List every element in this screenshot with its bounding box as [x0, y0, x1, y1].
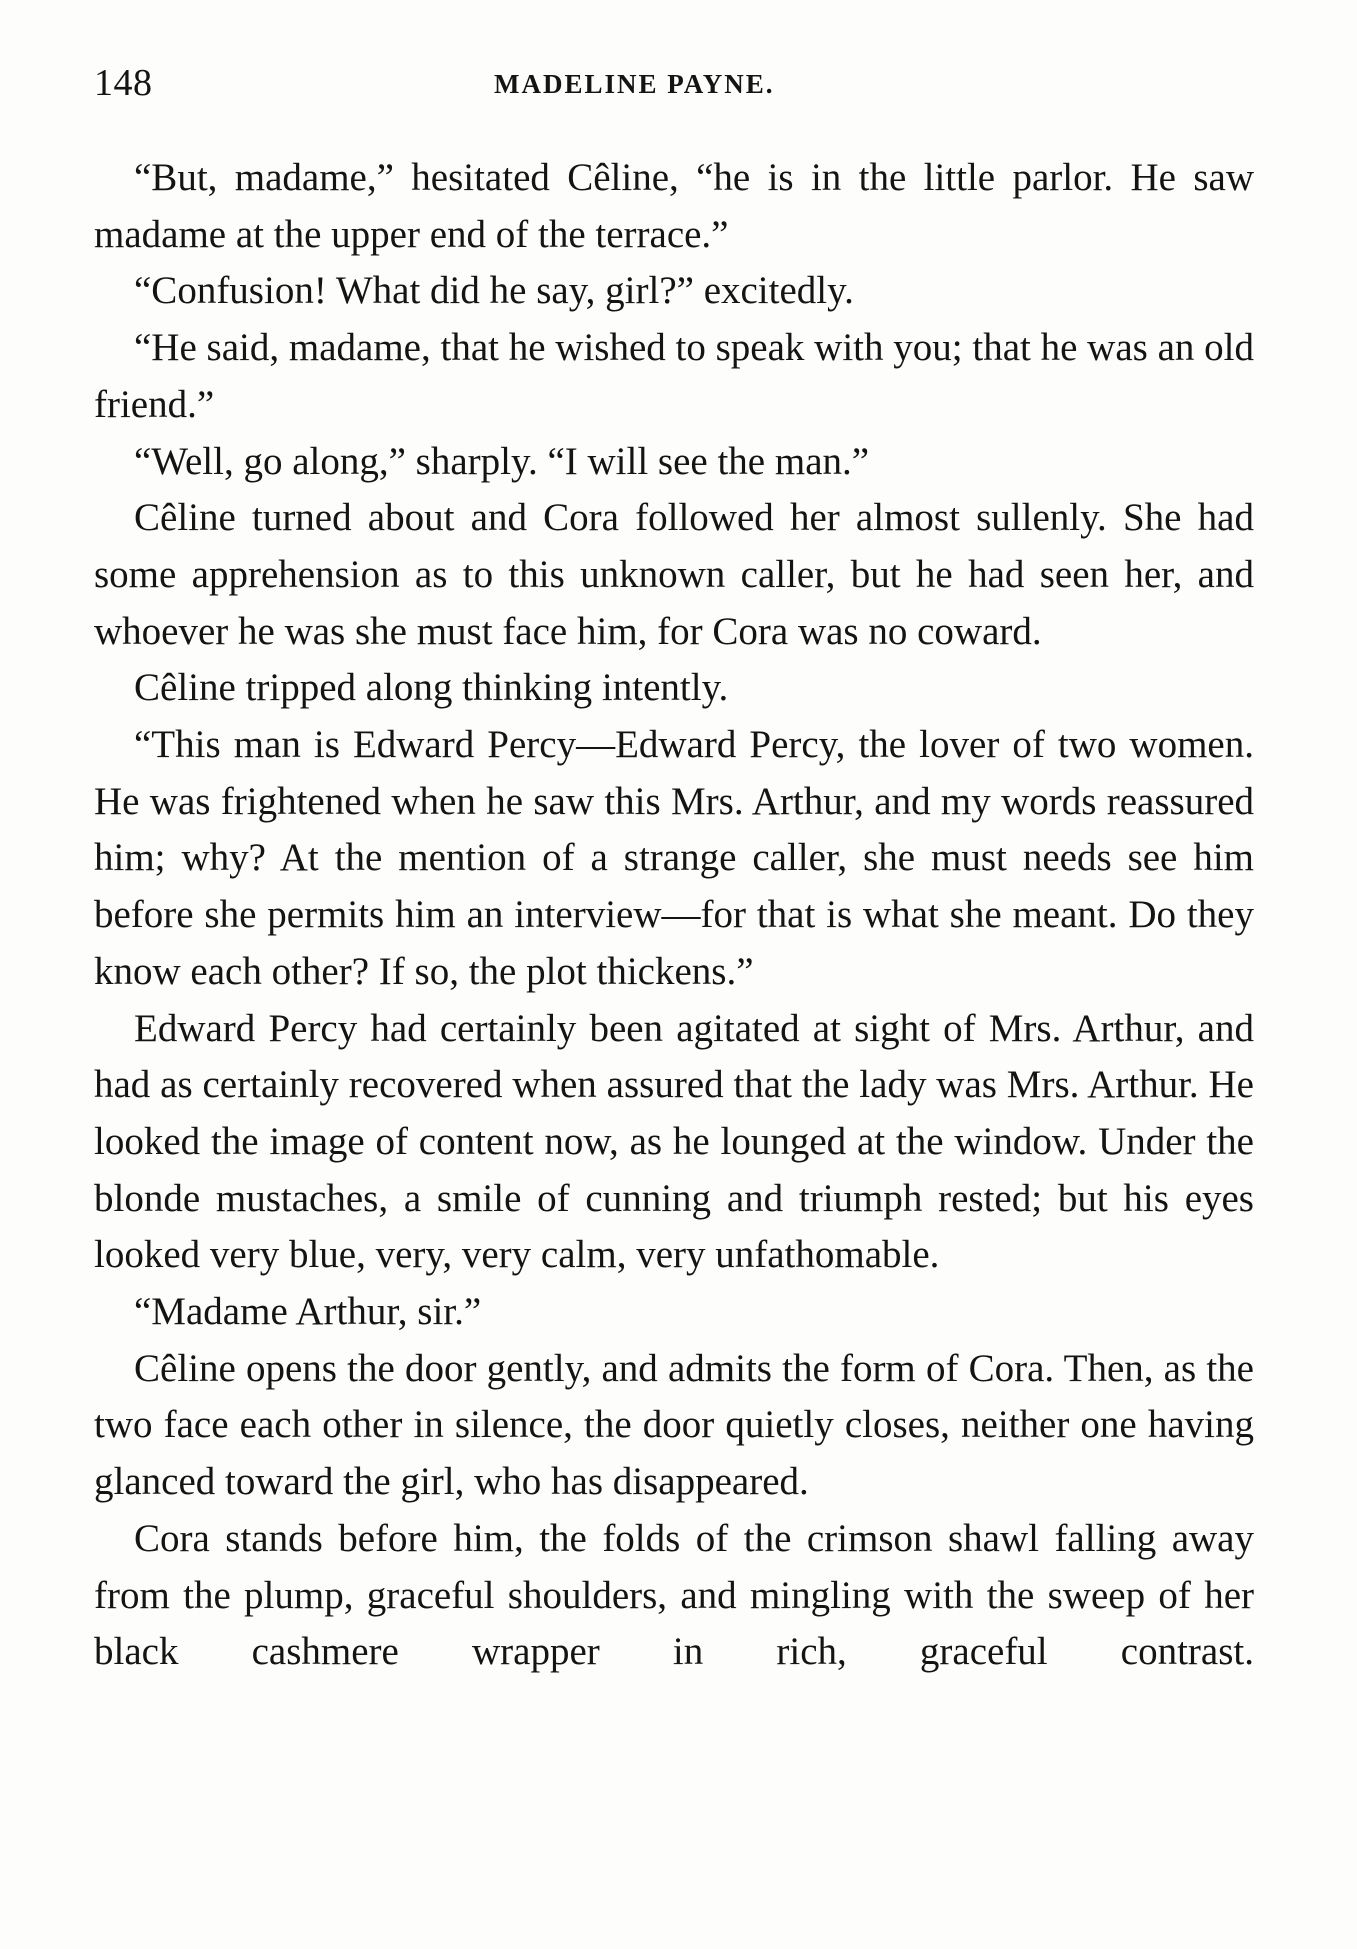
paragraph: “Well, go along,” sharply. “I will see the man.”	[134, 439, 870, 483]
paragraph: Cora stands before him, the folds of the crimson shawl falling away from the plump, graceful shoulders, and mingling with the sweep of her black cashmere wrapper in rich, graceful contrast.	[94, 1516, 1254, 1674]
paragraph: “He said, madame, that he wished to speak with you; that he was an old friend.”	[94, 326, 1254, 426]
paragraph: “But, madame,” hesitated Cêline, “he is in the little parlor. He saw madame at the upper end of the terrace.”	[94, 156, 1254, 256]
paragraph: “This man is Edward Percy—Edward Percy, the lover of two women. He was frightened when he saw this Mrs. Arthur, and my words reassured him; why? At the mention of a strange caller, she must needs see him before she permits him an interview—for that is what she meant. Do they know each other? If so, the plot thickens.”	[94, 723, 1254, 993]
paragraph: Cêline turned about and Cora followed her almost sullenly. She had some apprehension as to this unknown caller, but he had seen her, and whoever he was she must face him, for Cora was no coward.	[94, 496, 1254, 653]
body-text	[94, 150, 1254, 1681]
paragraph: Cêline tripped along thinking intently.	[134, 666, 729, 710]
paragraph: “Confusion! What did he say, girl?” excitedly.	[134, 269, 854, 313]
running-title: MADELINE PAYNE.	[494, 69, 775, 99]
page-header	[94, 58, 1254, 108]
paragraph: Edward Percy had certainly been agitated at sight of Mrs. Arthur, and had as certainly recovered when assured that the lady was Mrs. Arthur. He looked the image of content now, as he lounged at the window. Under the blonde mustaches, a smile of cunning and triumph rested; but his eyes looked very blue, very, very calm, very unfathomable.	[94, 1006, 1254, 1277]
page-number: 148	[94, 62, 153, 104]
paragraph: Cêline opens the door gently, and admits the form of Cora. Then, as the two face each other in silence, the door quietly closes, neither one having glanced toward the girl, who has disappeared.	[94, 1346, 1254, 1504]
paragraph: “Madame Arthur, sir.”	[134, 1290, 482, 1334]
